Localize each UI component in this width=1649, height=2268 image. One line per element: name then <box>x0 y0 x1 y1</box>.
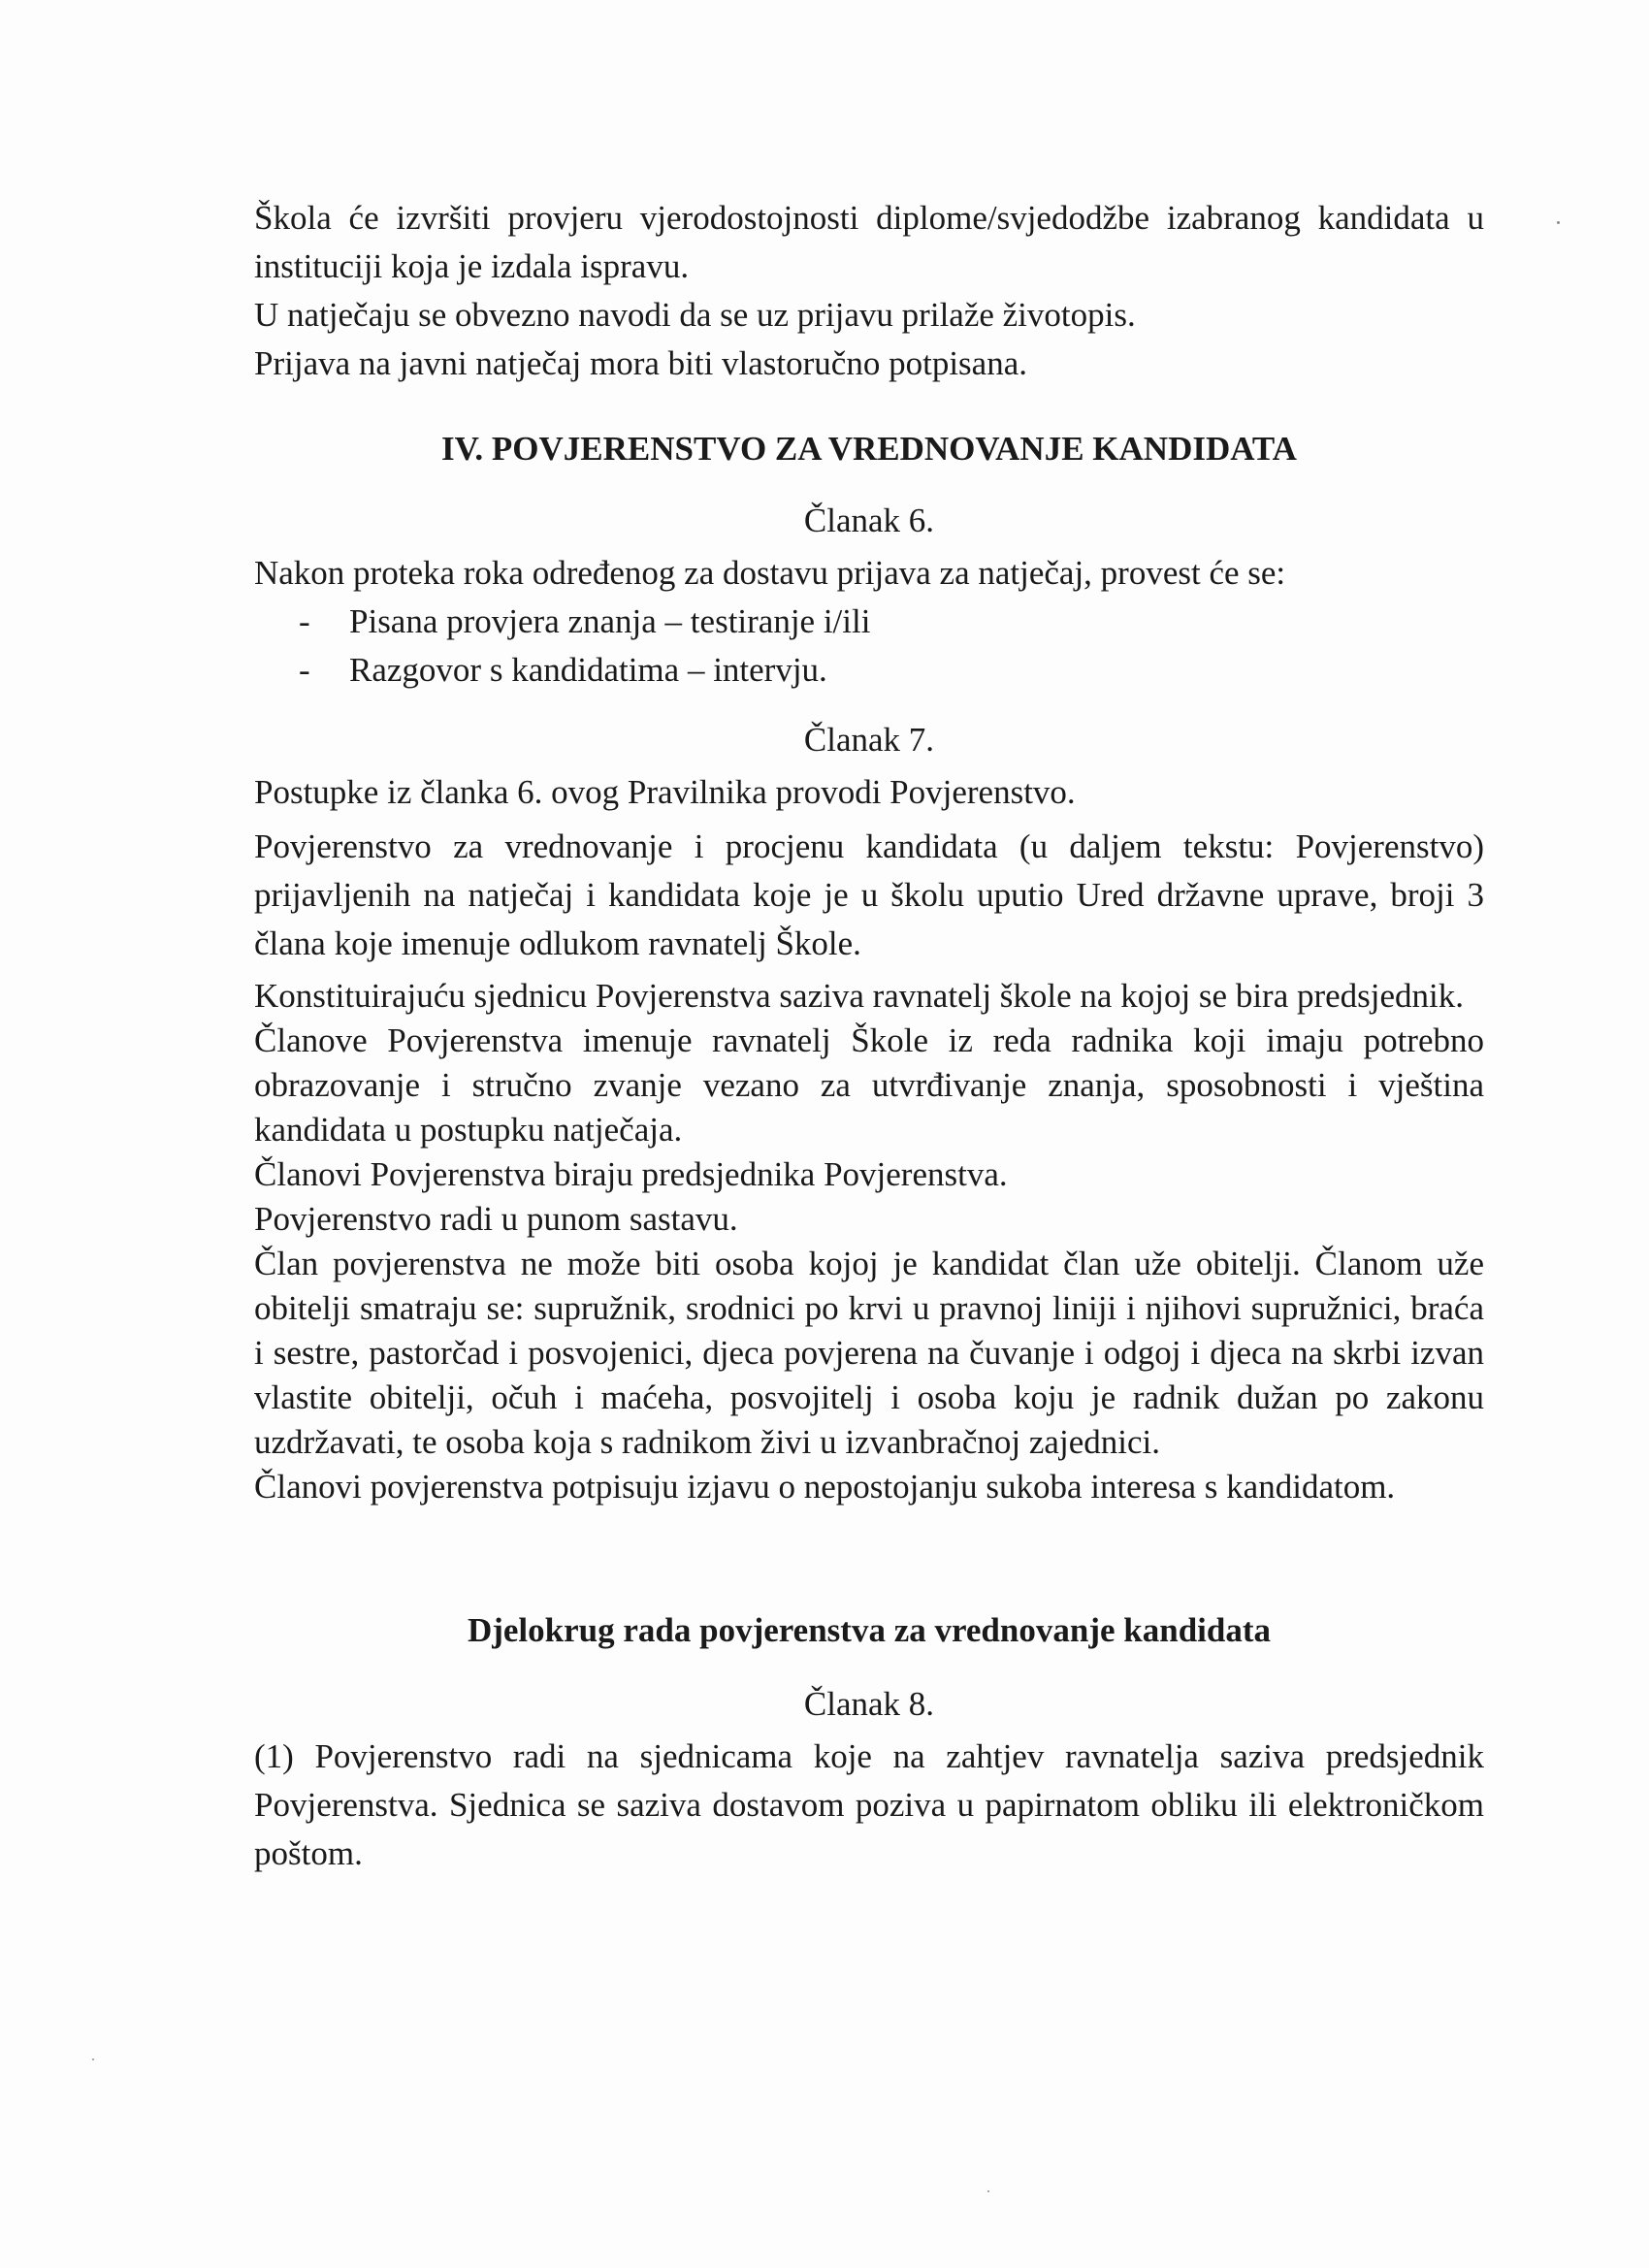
scan-speck <box>1557 221 1560 224</box>
list-item <box>299 646 1484 695</box>
article-7-paragraph-8: Članovi povjerenstva potpisuju izjavu o nepostojanju sukoba interesa s kandidatom. <box>254 1468 1396 1506</box>
article-7-title: Članak 7. <box>803 721 935 759</box>
intro-paragraph-2: U natječaju se obvezno navodi da se uz prijavu prilaže životopis. <box>254 296 1136 334</box>
list-item-text: Razgovor s kandidatima – intervju. <box>349 651 827 689</box>
document-body <box>254 194 1484 1878</box>
article-7-paragraph-4: Članove Povjerenstva imenuje ravnatelj Škole iz reda radnika koji imaju potrebno obrazovanje i stručno zvanje vezano za utvrđivanje znanja, sposobnosti i vještina kandidata u postupku natječaja. <box>254 1021 1484 1149</box>
article-7-paragraph-3: Konstituirajuću sjednicu Povjerenstva saziva ravnatelj škole na kojoj se bira predsjednik. <box>254 977 1465 1015</box>
article-7-paragraph-7: Član povjerenstva ne može biti osoba kojoj je kandidat član uže obitelji. Članom uže obitelji smatraju se: supružnik, srodnici po krvi u pravnoj liniji i njihovi supružnici, braća i sestre, pastorčad i posvojenici, djeca povjerena na čuvanje i odgoj i djeca na skrbi izvan vlastite obitelji, očuh i maćeha, posvojitelj i osoba koju je radnik dužan po zakonu uzdržavati, te osoba koja s radnikom živi u izvanbračnoj zajednici. <box>254 1245 1484 1461</box>
intro-paragraph-3: Prijava na javni natječaj mora biti vlastoručno potpisana. <box>254 344 1027 382</box>
dash-bullet: - <box>299 602 310 640</box>
article-8-title: Članak 8. <box>803 1685 935 1723</box>
article-7-paragraph-1: Postupke iz članka 6. ovog Pravilnika provodi Povjerenstvo. <box>254 773 1076 811</box>
article-6-lead: Nakon proteka roka određenog za dostavu prijava za natječaj, provest će se: <box>254 554 1286 592</box>
list-item <box>299 598 1484 646</box>
article-7-paragraph-5: Članovi Povjerenstva biraju predsjednika Povjerenstva. <box>254 1155 1008 1193</box>
intro-paragraph-1: Škola će izvršiti provjeru vjerodostojnosti diplome/svjedodžbe izabranog kandidata u instituciji koja je izdala ispravu. <box>254 199 1484 285</box>
list-item-text: Pisana provjera znanja – testiranje i/ili <box>349 602 871 640</box>
article-6-title: Članak 6. <box>803 502 935 539</box>
section-heading: IV. POVJERENSTVO ZA VREDNOVANJE KANDIDATA <box>441 430 1297 468</box>
article-7-paragraph-6: Povjerenstvo radi u punom sastavu. <box>254 1200 738 1238</box>
subsection-heading: Djelokrug rada povjerenstva za vrednovanje kandidata <box>467 1611 1272 1649</box>
article-8-paragraph-1: (1) Povjerenstvo radi na sjednicama koje na zahtjev ravnatelja saziva predsjednik Povjerenstva. Sjednica se saziva dostavom poziva u papirnatom obliku ili elektroničkom poštom. <box>254 1737 1484 1872</box>
dash-bullet: - <box>299 651 310 689</box>
scan-speck <box>987 2190 989 2192</box>
article-7-paragraph-2: Povjerenstvo za vrednovanje i procjenu kandidata (u daljem tekstu: Povjerenstvo) prijavljenih na natječaj i kandidata koje je u školu uputio Ured državne uprave, broji 3 člana koje imenuje odlukom ravnatelj Škole. <box>254 827 1484 962</box>
article-6-list <box>254 598 1484 695</box>
scan-speck <box>92 2058 94 2060</box>
